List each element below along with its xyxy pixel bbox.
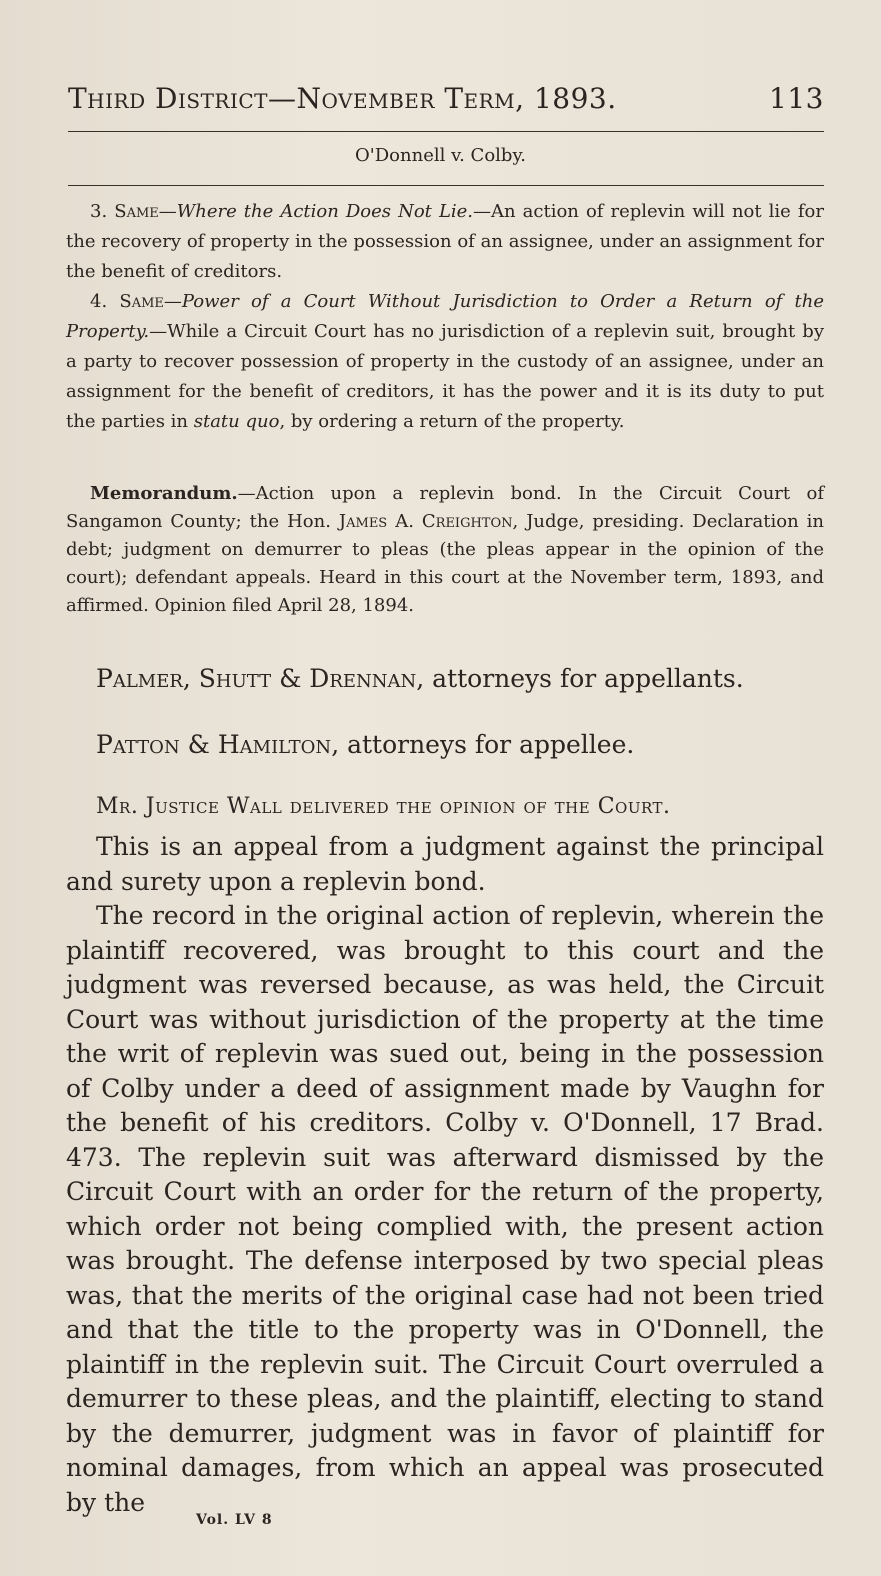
appellant-attorneys [96, 664, 826, 693]
attorney-role: , attorneys for appellee. [331, 730, 635, 759]
headnote-4 [66, 287, 824, 437]
headnote-text: —While a Circuit Court has no jurisdiction of a replevin suit, brought by a party to recover possession of property in the custody of an assignee, under an assignment for the benefit of creditors, it has the power and it is its duty to put the parties in [66, 321, 824, 432]
memorandum-text: —Action upon a replevin bond. In the Circuit Court of Sangamon County; the Hon. [66, 483, 824, 532]
headnote-title: —Where the Action Does Not Lie. [158, 201, 474, 222]
attorney-names: Palmer, Shutt & Drennan [96, 664, 417, 693]
headnote-3 [66, 197, 824, 287]
headnote-topic: Same [119, 291, 164, 312]
headnotes [66, 197, 824, 437]
opinion-heading: Mr. Justice Wall delivered the opinion of the Court. [96, 794, 671, 819]
header-rule-bottom [68, 185, 824, 186]
running-header [68, 82, 824, 115]
attorney-names: Patton & Hamilton [96, 730, 332, 759]
header-rule-top [68, 131, 824, 132]
headnote-number: 3. [90, 201, 108, 222]
opinion-paragraph: This is an appeal from a judgment against the principal and surety upon a replevin bond. [66, 832, 824, 896]
case-caption: O'Donnell v. Colby. [355, 145, 526, 166]
memorandum [66, 480, 824, 620]
opinion-body [66, 830, 824, 1520]
memorandum-text-end: , Judge, presiding. Declaration in debt; judgment on demurrer to pleas (the pleas appear in the opinion of the court); defendant appeals. Heard in this court at the November term, 1893, and affirmed. Opinion filed April 28, 1894. [66, 511, 824, 616]
opinion-paragraph: The record in the original action of replevin, wherein the plaintiff recovered, was brought to this court and the judgment was reversed because, as was held, the Circuit Court was without jurisdiction of the property at the time the writ of replevin was sued out, being in the possession of Colby under a deed of assignment made by Vaughn for the benefit of his creditors. Colby v. O'Donnell, 17 Brad. 473. The replevin suit was afterward dismissed by the Circuit Court with an order for the return of the property, which order not being complied with, the present action was brought. The defense interposed by two special pleas was, that the merits of the original case had not been tried and that the title to the property was in O'Donnell, the plaintiff in the replevin suit. The Circuit Court overruled a demurrer to these pleas, and the plaintiff, electing to stand by the demurrer, judgment was in favor of plaintiff for nominal damages, from which an appeal was prosecuted by the [66, 901, 824, 1517]
headnote-number: 4. [90, 291, 108, 312]
running-title: Third District—November Term, 1893. [68, 82, 617, 115]
headnote-text-end: , by ordering a return of the property. [279, 411, 625, 432]
headnote-text: —An action of replevin will not lie for the recovery of property in the possession of an assignee, under an assignment for the benefit of creditors. [66, 201, 824, 282]
headnote-topic: Same [114, 201, 159, 222]
volume-signature: Vol. LV 8 [196, 1512, 273, 1528]
judge-name: James A. Creighton [338, 511, 513, 532]
appellee-attorneys [96, 730, 826, 759]
page-number: 113 [769, 82, 824, 115]
memorandum-label: Memorandum. [90, 483, 238, 504]
headnote-latin-phrase: statu quo [193, 411, 280, 432]
headnote-title: —Power of a Court Without Jurisdiction to Order a Return of the Property. [66, 291, 824, 342]
attorney-role: , attorneys for appellants. [416, 664, 744, 693]
